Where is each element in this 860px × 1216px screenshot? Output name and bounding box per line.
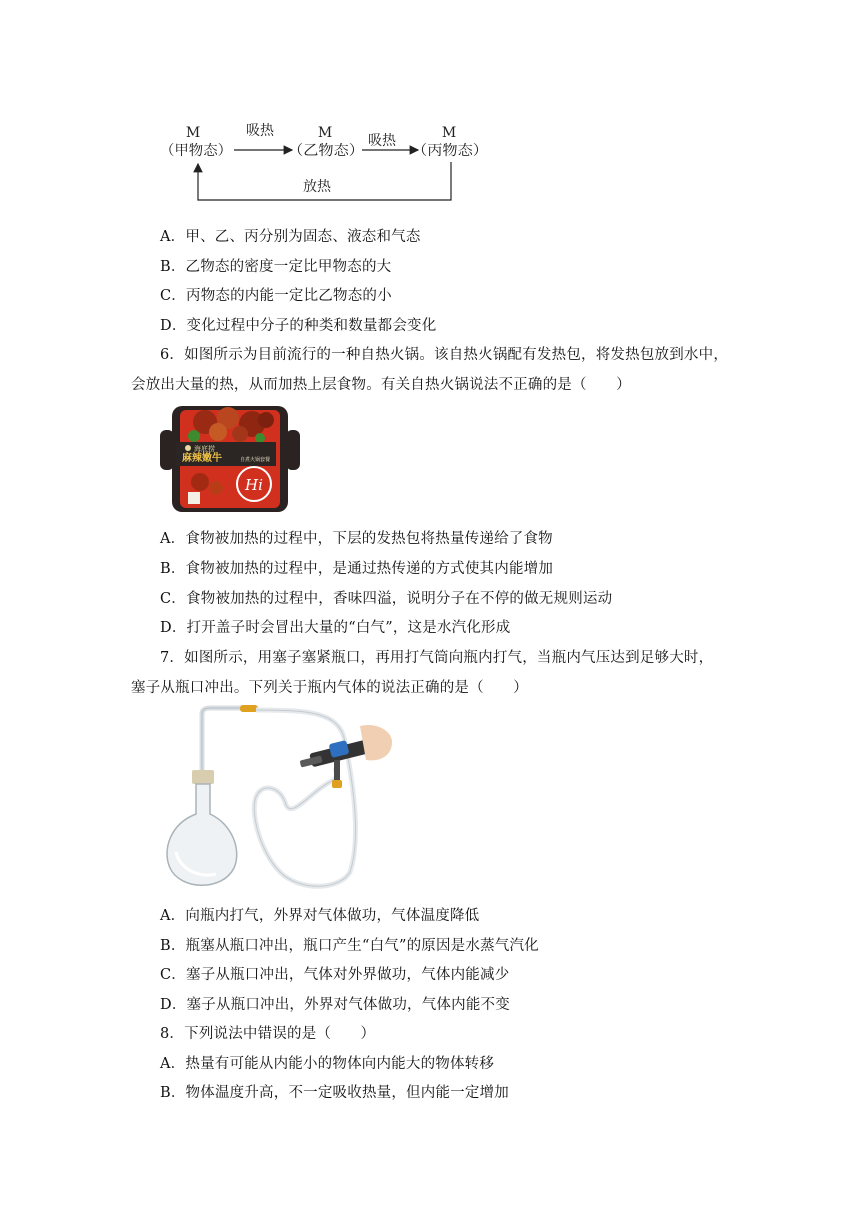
arrow-release-label: 放热	[303, 179, 331, 195]
package-subtitle: 自煮火锅套餐	[240, 457, 271, 463]
state-jia: （甲物态）	[160, 143, 230, 159]
phase-change-diagram	[160, 118, 500, 210]
q6-option-d: D．打开盖子时会冒出大量的“白气”，这是水汽化形成	[160, 620, 511, 636]
q6-option-b: B．食物被加热的过程中，是通过热传递的方式使其内能增加	[160, 561, 554, 577]
state-bing: （丙物态）	[412, 143, 482, 159]
package-brand: 海底捞	[194, 445, 215, 453]
q6-stem-line2: 会放出大量的热，从而加热上层食物。有关自热火锅说法不正确的是（ ）	[131, 377, 631, 393]
m-label-3: M	[441, 125, 457, 141]
arrow-absorb-2-label: 吸热	[368, 133, 396, 149]
q5-option-b: B．乙物态的密度一定比甲物态的大	[160, 259, 392, 275]
q7-stem-line1: 7．如图所示，用塞子塞紧瓶口，再用打气筒向瓶内打气，当瓶内气压达到足够大时，	[160, 650, 714, 666]
m-label-2: M	[317, 125, 333, 141]
m-label-1: M	[185, 125, 201, 141]
q5-option-c: C．丙物态的内能一定比乙物态的小	[160, 288, 392, 304]
state-yi: （乙物态）	[288, 143, 358, 159]
package-title: 麻辣嫩牛	[182, 453, 222, 464]
arrow-absorb-1-label: 吸热	[246, 123, 274, 139]
q6-stem-line1: 6．如图所示为目前流行的一种自热火锅。该自热火锅配有发热包，将发热包放到水中，	[160, 347, 729, 363]
q7-stem-line2: 塞子从瓶口冲出。下列关于瓶内气体的说法正确的是（ ）	[131, 680, 528, 696]
flask-pump-image	[160, 702, 394, 896]
package-logo: Hi	[245, 476, 263, 494]
q7-option-b: B．瓶塞从瓶口冲出，瓶口产生“白气”的原因是水蒸气汽化	[160, 938, 539, 954]
q8-option-b: B．物体温度升高，不一定吸收热量，但内能一定增加	[160, 1085, 509, 1101]
q7-option-c: C．塞子从瓶口冲出，气体对外界做功，气体内能减少	[160, 967, 510, 983]
q5-option-d: D．变化过程中分子的种类和数量都会变化	[160, 318, 437, 334]
q5-option-a: A．甲、乙、丙分别为固态、液态和气态	[160, 229, 421, 245]
q8-option-a: A．热量有可能从内能小的物体向内能大的物体转移	[160, 1056, 495, 1072]
q7-option-a: A．向瓶内打气，外界对气体做功，气体温度降低	[160, 908, 480, 924]
q7-option-d: D．塞子从瓶口冲出，外界对气体做功，气体内能不变	[160, 997, 510, 1013]
q6-option-a: A．食物被加热的过程中，下层的发热包将热量传递给了食物	[160, 531, 553, 547]
q8-stem: 8．下列说法中错误的是（ ）	[160, 1026, 376, 1042]
q6-option-c: C．食物被加热的过程中，香味四溢，说明分子在不停的做无规则运动	[160, 591, 613, 607]
hotpot-package-image	[160, 402, 300, 516]
